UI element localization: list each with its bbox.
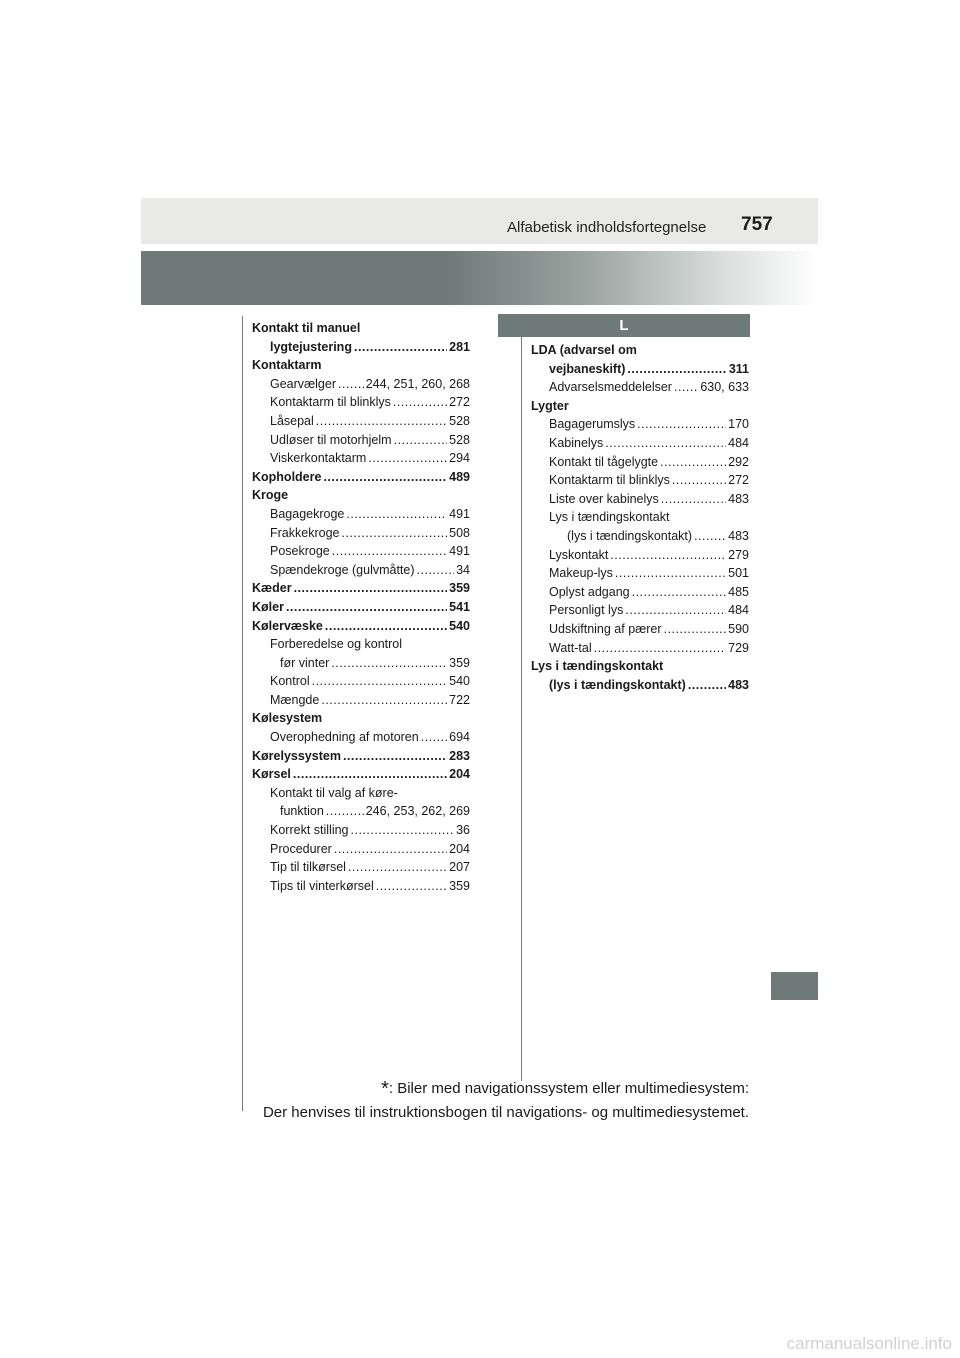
index-entry-term: (lys i tændingskontakt) — [567, 528, 693, 543]
index-entry-page: 528 — [449, 432, 470, 447]
dot-leader — [294, 579, 448, 598]
index-entry — [531, 564, 749, 583]
dot-leader — [321, 691, 447, 710]
dot-leader — [393, 393, 447, 412]
index-entry — [252, 747, 470, 766]
index-entry-page: 540 — [449, 618, 470, 633]
index-entry-term: funktion — [280, 804, 324, 819]
index-entry — [252, 579, 470, 598]
index-entry-page: 207 — [449, 860, 470, 875]
index-entry-term: Kørelyssystem — [252, 748, 341, 763]
index-entry-term: Kontaktarm til blinklys — [270, 395, 391, 410]
index-entry-page: 484 — [728, 435, 749, 450]
index-entry — [531, 378, 749, 397]
index-entry-term: Tips til vinterkørsel — [270, 878, 374, 893]
dot-leader — [632, 583, 727, 602]
index-entry-term: Udløser til motorhjelm — [270, 432, 392, 447]
index-entry-page: 283 — [449, 748, 470, 763]
dot-leader — [341, 524, 447, 543]
index-entry — [252, 802, 470, 821]
footnote-line-1 — [381, 1078, 749, 1101]
index-entry — [252, 635, 470, 654]
dot-leader — [312, 672, 448, 691]
index-column-left — [252, 319, 470, 895]
index-entry-page: 483 — [728, 491, 749, 506]
index-entry — [531, 620, 749, 639]
index-entry — [531, 434, 749, 453]
index-entry-page: 489 — [449, 469, 470, 484]
dot-leader — [368, 449, 447, 468]
index-entry — [252, 319, 470, 338]
index-entry — [252, 393, 470, 412]
index-entry — [531, 657, 749, 676]
index-entry — [252, 821, 470, 840]
index-entry-term: Overophedning af motoren — [270, 730, 419, 745]
index-entry-page: 590 — [728, 621, 749, 636]
index-entry-term: lygtejustering — [270, 339, 352, 354]
dot-leader — [594, 639, 727, 658]
dot-leader — [672, 471, 726, 490]
index-entry-term: Kabinelys — [549, 435, 604, 450]
dot-leader — [417, 561, 455, 580]
index-entry-term: Posekroge — [270, 544, 330, 559]
index-entry — [531, 471, 749, 490]
index-entry-page: 630, 633 — [700, 380, 749, 395]
index-entry — [531, 490, 749, 509]
index-entry — [531, 397, 749, 416]
index-entry-term: Køler — [252, 599, 284, 614]
index-entry-page: 204 — [449, 841, 470, 856]
index-entry-term: Liste over kabinelys — [549, 491, 659, 506]
index-entry-term: Kæder — [252, 581, 292, 596]
index-entry-term: Advarselsmeddelelser — [549, 380, 672, 395]
column-divider — [521, 316, 522, 1081]
index-entry — [252, 486, 470, 505]
decorative-gradient-band — [141, 251, 818, 305]
watermark: carmanualsonline.info — [786, 1334, 952, 1353]
index-entry-page: 359 — [449, 655, 470, 670]
index-entry-term: LDA (advarsel om — [531, 343, 637, 357]
index-entry-page: 485 — [728, 584, 749, 599]
index-entry-page: 722 — [449, 692, 470, 707]
dot-leader — [688, 676, 726, 695]
index-entry-page: 729 — [728, 640, 749, 655]
index-entry-page: 311 — [728, 361, 749, 376]
index-entry-page: 34 — [456, 562, 470, 577]
index-entry — [252, 524, 470, 543]
dot-leader — [637, 415, 726, 434]
chapter-side-tab — [771, 972, 818, 1000]
dot-leader — [376, 877, 447, 896]
index-entry-page: 272 — [449, 395, 470, 410]
index-entry-term: Lyskontakt — [549, 547, 609, 562]
index-entry-term: Kølesystem — [252, 711, 323, 726]
index-entry — [252, 431, 470, 450]
dot-leader — [605, 434, 726, 453]
index-entry-page: 244, 251, 260, 268 — [365, 376, 470, 391]
index-entry-term: før vinter — [280, 655, 330, 670]
index-entry-term: Spændekroge (gulvmåtte) — [270, 562, 415, 577]
index-entry — [252, 765, 470, 784]
index-entry-page: 279 — [728, 547, 749, 562]
index-entry — [531, 341, 749, 360]
index-entry-page: 508 — [449, 525, 470, 540]
index-entry-page: 36 — [456, 823, 470, 838]
dot-leader — [325, 617, 447, 636]
index-entry-term: Mængde — [270, 692, 320, 707]
index-column-right — [531, 341, 749, 694]
page-number: 757 — [741, 214, 773, 235]
dot-leader — [351, 821, 455, 840]
footnote-line-2: Der henvises til instruktionsbogen til navigations- og multimediesystemet. — [262, 1104, 749, 1121]
index-entry — [252, 468, 470, 487]
dot-leader — [421, 728, 447, 747]
index-entry-page: 528 — [449, 413, 470, 428]
index-entry-page: 541 — [449, 599, 470, 614]
dot-leader — [674, 378, 698, 397]
dot-leader — [334, 840, 447, 859]
index-entry-page: 359 — [449, 581, 470, 596]
dot-leader — [293, 765, 447, 784]
left-column-rule — [242, 316, 243, 1111]
index-entry — [252, 858, 470, 877]
dot-leader — [338, 375, 364, 394]
dot-leader — [394, 431, 448, 450]
index-entry-term: Tip til tilkørsel — [270, 860, 346, 875]
index-entry-page: 491 — [449, 544, 470, 559]
index-entry-term: Gearvælger — [270, 376, 336, 391]
index-entry — [531, 601, 749, 620]
index-entry-term: (lys i tændingskontakt) — [549, 677, 686, 692]
index-entry — [252, 672, 470, 691]
index-entry-page: 483 — [728, 528, 749, 543]
dot-leader — [694, 527, 726, 546]
dot-leader — [354, 338, 447, 357]
index-entry — [252, 338, 470, 357]
index-entry-page: 694 — [449, 730, 470, 745]
index-entry-page: 540 — [449, 674, 470, 689]
index-entry — [531, 639, 749, 658]
index-entry-term: Kontakt til tågelygte — [549, 454, 659, 469]
index-entry-term: Viskerkontaktarm — [270, 451, 367, 466]
dot-leader — [610, 546, 726, 565]
dot-leader — [343, 747, 447, 766]
index-entry-term: Oplyst adgang — [549, 584, 630, 599]
index-entry-term: Bagagerumslys — [549, 417, 636, 432]
index-entry — [531, 583, 749, 602]
header-band — [141, 198, 818, 244]
dot-leader — [615, 564, 726, 583]
index-entry — [252, 709, 470, 728]
index-entry — [531, 508, 749, 527]
index-entry-term: Personligt lys — [549, 603, 624, 618]
index-entry — [252, 654, 470, 673]
footnote-text-1: : Biler med navigationssystem eller multimediesystem: — [388, 1080, 749, 1097]
index-entry-page: 292 — [728, 454, 749, 469]
index-entry-page: 272 — [728, 473, 749, 488]
dot-leader — [326, 802, 364, 821]
index-entry-term: Procedurer — [270, 841, 332, 856]
dot-leader — [661, 490, 726, 509]
dot-leader — [331, 654, 447, 673]
footnote-marker: * — [381, 1078, 389, 1100]
index-entry — [252, 598, 470, 617]
dot-leader — [286, 598, 447, 617]
index-entry — [252, 784, 470, 803]
section-letter-bar: L — [498, 314, 750, 337]
index-entry-term: Lys i tændingskontakt — [549, 510, 670, 525]
dot-leader — [316, 412, 447, 431]
index-entry — [531, 360, 749, 379]
dot-leader — [346, 505, 447, 524]
dot-leader — [332, 542, 447, 561]
index-entry-term: Forberedelse og kontrol — [270, 637, 403, 652]
index-entry — [252, 840, 470, 859]
index-entry-term: Watt-tal — [549, 640, 592, 655]
index-entry-term: Korrekt stilling — [270, 823, 349, 838]
index-entry-page: 501 — [728, 566, 749, 581]
index-entry — [252, 412, 470, 431]
index-entry-term: Lys i tændingskontakt — [531, 659, 664, 674]
index-entry-term: Kølervæske — [252, 618, 323, 633]
index-entry-page: 484 — [728, 603, 749, 618]
index-entry-page: 281 — [449, 339, 470, 354]
index-entry — [531, 546, 749, 565]
dot-leader — [660, 453, 726, 472]
dot-leader — [625, 601, 726, 620]
index-entry-page: 246, 253, 262, 269 — [365, 804, 470, 819]
index-entry-term: Kroge — [252, 488, 289, 503]
index-entry-term: Kontaktarm — [252, 358, 322, 373]
index-entry-term: Bagagekroge — [270, 506, 345, 521]
index-entry-term: Kontrol — [270, 674, 310, 689]
index-entry-page: 204 — [449, 767, 470, 782]
index-entry — [531, 676, 749, 695]
page-header-title: Alfabetisk indholdsfortegnelse — [507, 219, 707, 236]
dot-leader — [323, 468, 447, 487]
index-entry — [531, 453, 749, 472]
index-entry-page: 491 — [449, 506, 470, 521]
dot-leader — [627, 360, 726, 379]
dot-leader — [664, 620, 727, 639]
index-entry-term: Makeup-lys — [549, 566, 613, 581]
index-entry-term: Kontaktarm til blinklys — [549, 473, 670, 488]
index-entry — [252, 505, 470, 524]
index-entry — [252, 617, 470, 636]
index-entry — [252, 356, 470, 375]
index-entry-term: vejbaneskift) — [549, 361, 626, 376]
dot-leader — [348, 858, 447, 877]
index-entry-term: Kørsel — [252, 767, 291, 782]
index-entry — [252, 561, 470, 580]
index-entry-term: Kopholdere — [252, 469, 322, 484]
index-entry-page: 483 — [728, 677, 749, 692]
index-entry-page: 170 — [728, 417, 749, 432]
index-entry-term: Udskiftning af pærer — [549, 621, 662, 636]
index-entry — [252, 375, 470, 394]
index-entry — [252, 691, 470, 710]
index-entry — [531, 415, 749, 434]
index-entry — [252, 728, 470, 747]
index-entry — [252, 449, 470, 468]
index-entry-page: 359 — [449, 878, 470, 893]
index-entry — [531, 527, 749, 546]
index-entry-page: 294 — [449, 451, 470, 466]
index-entry-term: Kontakt til valg af køre- — [270, 785, 398, 800]
index-entry — [252, 877, 470, 896]
index-entry — [252, 542, 470, 561]
index-entry-term: Kontakt til manuel — [252, 321, 361, 335]
index-entry-term: Lygter — [531, 398, 569, 413]
index-entry-term: Frakkekroge — [270, 525, 340, 540]
index-entry-term: Låsepal — [270, 413, 314, 428]
